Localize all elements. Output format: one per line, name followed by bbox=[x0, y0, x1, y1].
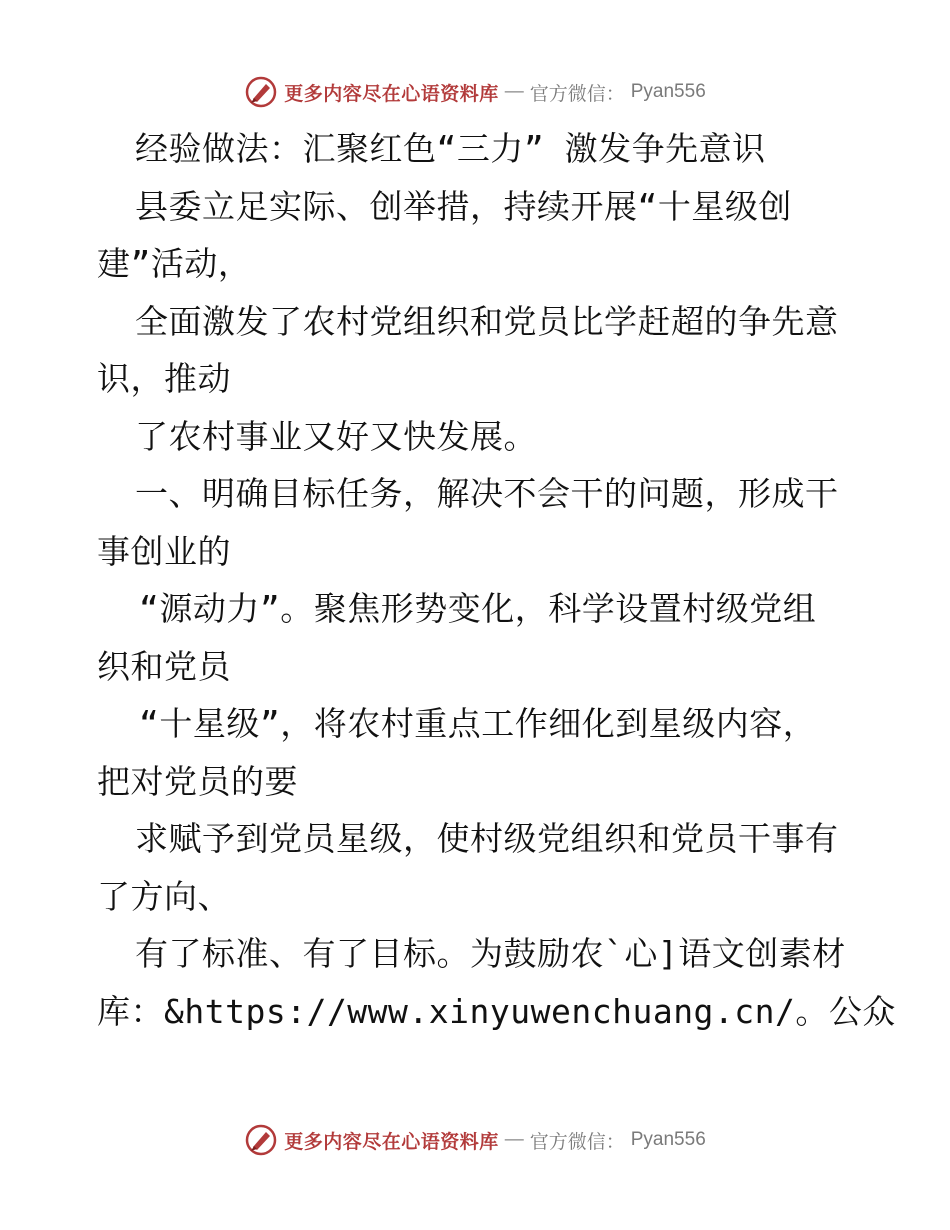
banner-dash: — bbox=[504, 81, 524, 102]
body-line: 有了标准、有了目标。为鼓励农`心]语文创素材 bbox=[135, 934, 846, 973]
footer-banner bbox=[0, 1120, 950, 1160]
document-body bbox=[97, 120, 896, 1040]
site-name-text: 更多内容尽在心语资料库 bbox=[284, 1130, 499, 1153]
body-line: “十星级”，将农村重点工作细化到星级内容， bbox=[139, 704, 817, 743]
wechat-label: 官方微信： bbox=[529, 1130, 625, 1153]
banner-dash: — bbox=[504, 1129, 524, 1150]
body-line: 了农村事业又好又快发展。 bbox=[135, 416, 537, 456]
body-line: “源动力”。聚焦形势变化，科学设置村级党组 bbox=[139, 589, 817, 628]
body-line: 事创业的 bbox=[97, 531, 231, 571]
body-line: 县委立足实际、创举措，持续开展“十星级创 bbox=[135, 186, 792, 226]
header-banner bbox=[0, 72, 950, 112]
wechat-id: Pyan556 bbox=[630, 1129, 706, 1150]
heading-line: 经验做法：汇聚红色“三力” 激发争先意识 bbox=[135, 129, 766, 168]
site-name-text: 更多内容尽在心语资料库 bbox=[284, 82, 499, 105]
body-line: 库：&https://www.xinyuwenchuang.cn/。公众 bbox=[97, 991, 896, 1031]
pen-logo-icon bbox=[244, 1123, 278, 1157]
body-line: 把对党员的要 bbox=[97, 761, 298, 801]
body-line: 了方向、 bbox=[97, 876, 231, 916]
wechat-label: 官方微信： bbox=[529, 82, 625, 105]
pen-logo-icon bbox=[244, 75, 278, 109]
section-heading-line: 一、明确目标任务，解决不会干的问题，形成干 bbox=[135, 474, 839, 513]
body-line: 全面激发了农村党组织和党员比学赶超的争先意 bbox=[135, 301, 839, 341]
body-line: 识，推动 bbox=[97, 359, 231, 398]
body-line: 织和党员 bbox=[97, 646, 231, 686]
wechat-id: Pyan556 bbox=[630, 81, 706, 102]
body-line: 求赋予到党员星级，使村级党组织和党员干事有 bbox=[135, 819, 839, 858]
body-line: 建”活动， bbox=[97, 244, 252, 283]
